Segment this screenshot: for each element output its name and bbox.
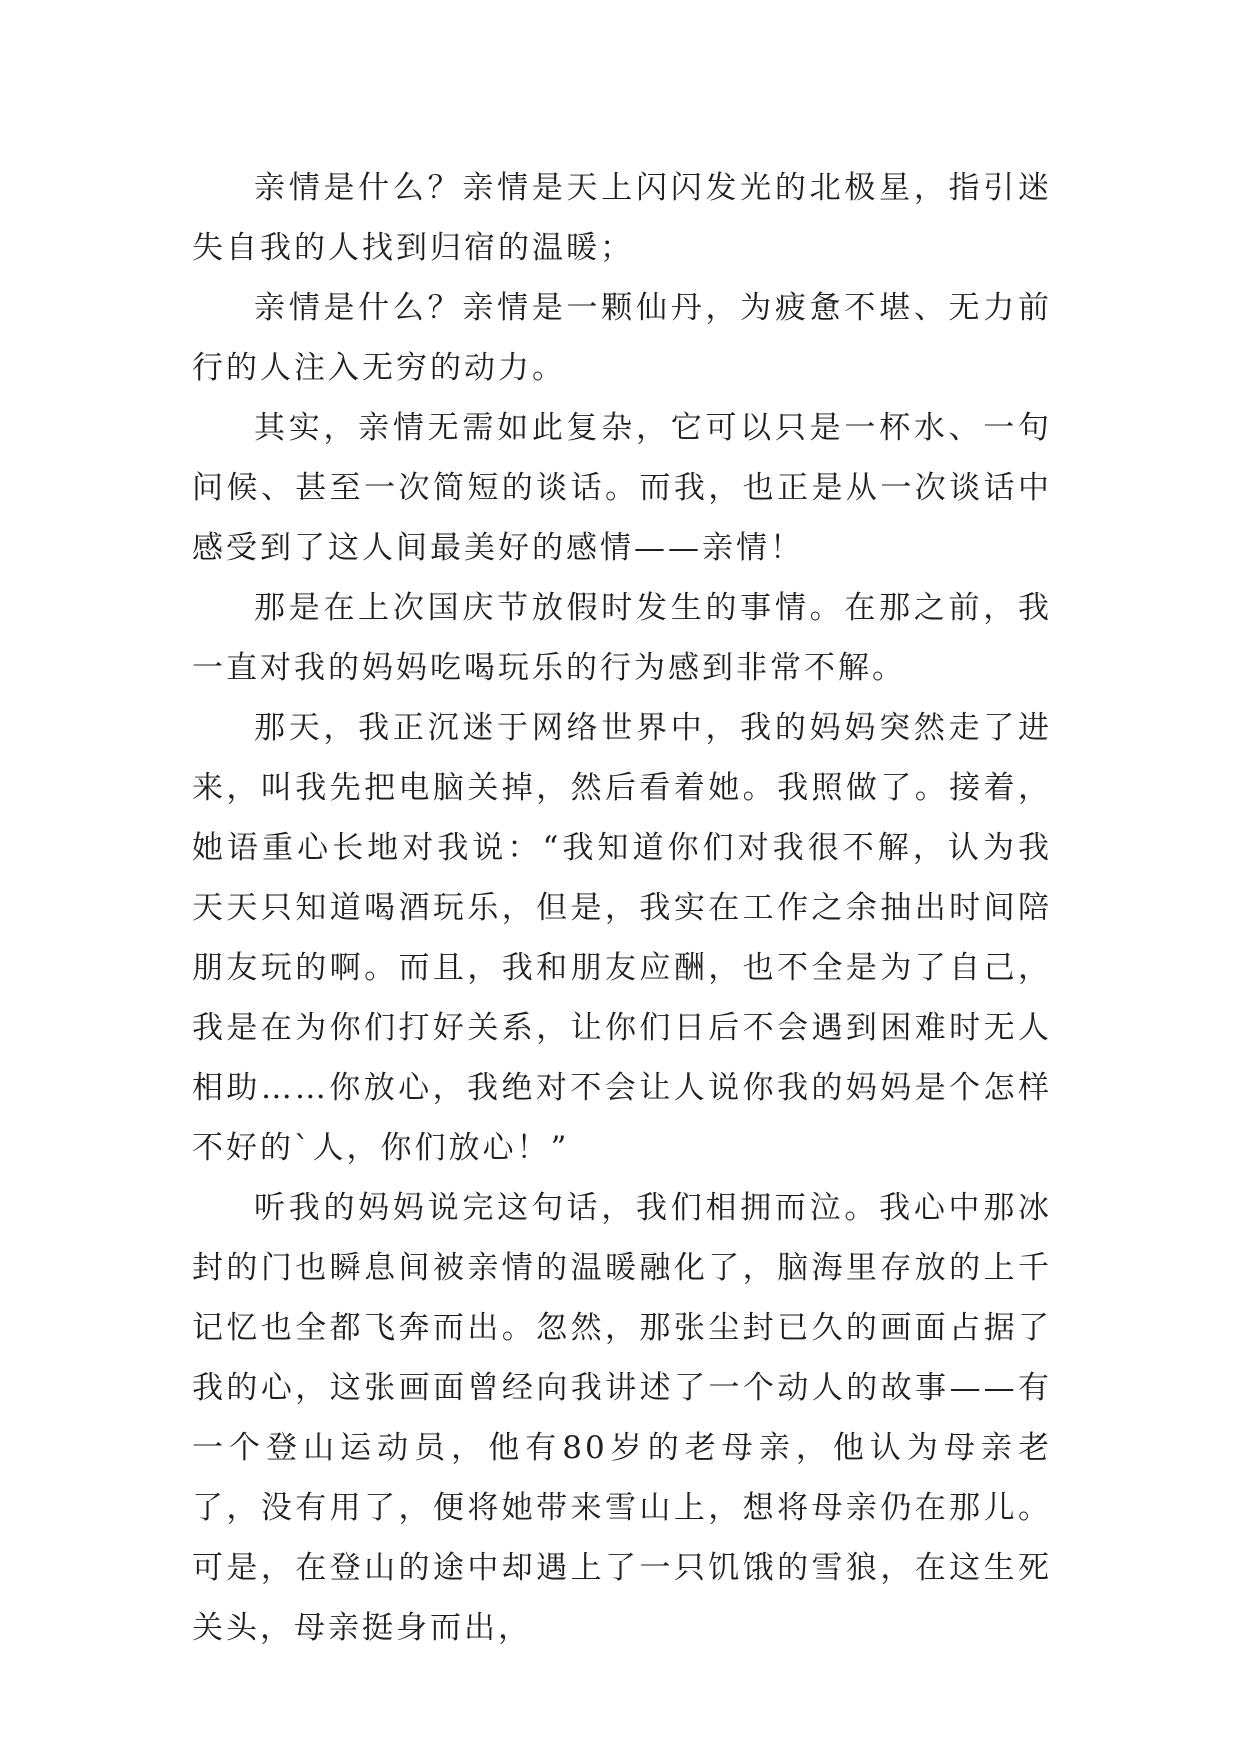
paragraph-3: 其实，亲情无需如此复杂，它可以只是一杯水、一句问候、甚至一次简短的谈话。而我，也正是从一次谈话中感受到了这人间最美好的感情——亲情！	[192, 410, 1052, 566]
paragraph-5: 那天，我正沉迷于网络世界中，我的妈妈突然走了进来，叫我先把电脑关掉，然后看着她。我照做了。接着，她语重心长地对我说：“我知道你们对我很不解，认为我天天只知道喝酒玩乐，但是，我实在工作之余抽出时间陪朋友玩的啊。而且，我和朋友应酬，也不全是为了自己，我是在为你们打好关系，让你们日后不会遇到困难时无人相助……你放心，我绝对不会让人说你我的妈妈是个怎样不好的`人，你们放心！”	[192, 710, 1052, 1166]
paragraph-6: 听我的妈妈说完这句话，我们相拥而泣。我心中那冰封的门也瞬息间被亲情的温暖融化了，脑海里存放的上千记忆也全都飞奔而出。忽然，那张尘封已久的画面占据了我的心，这张画面曾经向我讲述了一个动人的故事——有一个登山运动员，他有80岁的老母亲，他认为母亲老了，没有用了，便将她带来雪山上，想将母亲仍在那儿。可是，在登山的途中却遇上了一只饥饿的雪狼，在这生死关头，母亲挺身而出，	[192, 1190, 1052, 1646]
paragraph-2: 亲情是什么？亲情是一颗仙丹，为疲惫不堪、无力前行的人注入无穷的动力。	[192, 290, 1052, 386]
paragraph-1: 亲情是什么？亲情是天上闪闪发光的北极星，指引迷失自我的人找到归宿的温暖；	[192, 170, 1052, 266]
document-body	[192, 158, 1052, 1658]
paragraph-4: 那是在上次国庆节放假时发生的事情。在那之前，我一直对我的妈妈吃喝玩乐的行为感到非常不解。	[192, 590, 1052, 686]
